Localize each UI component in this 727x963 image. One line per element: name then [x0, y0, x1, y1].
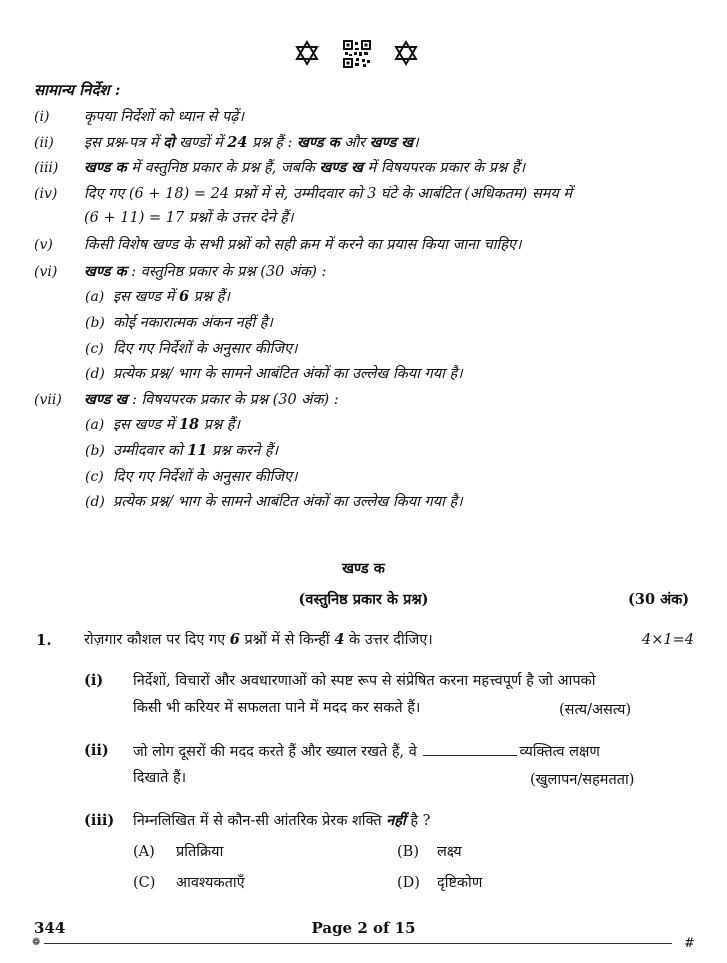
- instruction-number: (i): [34, 109, 50, 125]
- part-number: (ii): [84, 742, 109, 759]
- part-text: किसी भी करियर में सफलता पाने में मदद कर सकते हैं।: [133, 700, 421, 716]
- footer-flower-mark: ❁: [32, 937, 41, 948]
- sub-item-number: (b): [85, 315, 105, 331]
- instruction-number: (v): [34, 237, 53, 253]
- instruction-text: कृपया निर्देशों को ध्यान से पढ़ें।: [84, 109, 244, 125]
- instruction-text: खण्ड क में वस्तुनिष्ठ प्रकार के प्रश्न हैं, जबकि खण्ड ख में विषयपरक प्रकार के प्रश्न हैं।: [84, 159, 526, 176]
- footer-hash-mark: #: [684, 936, 695, 951]
- sub-item-text: दिए गए निर्देशों के अनुसार कीजिए।: [113, 469, 298, 485]
- part-number: (iii): [84, 812, 115, 829]
- header-icons: [0, 38, 727, 70]
- instruction-text: किसी विशेष खण्ड के सभी प्रश्नों को सही क्रम में करने का प्रयास किया जाना चाहिए।: [84, 237, 522, 253]
- page-number: Page 2 of 15: [311, 919, 416, 937]
- part-text: दिखाते हैं।: [133, 770, 187, 786]
- option-text: लक्ष्य: [437, 844, 462, 860]
- star-of-david-icon: [294, 40, 320, 66]
- question-number: 1.: [36, 631, 52, 649]
- answer-hint: (खुलापन/सहमतता): [530, 772, 635, 788]
- sub-item-text: कोई नकारात्मक अंकन नहीं है।: [113, 315, 273, 331]
- section-marks: (30 अंक): [628, 591, 690, 608]
- instruction-number: (iv): [34, 186, 58, 202]
- part-text: जो लोग दूसरों की मदद करते हैं और ख्याल रखते हैं, वे व्यक्तित्व लक्षण: [133, 741, 600, 762]
- instruction-text: दिए गए (6 + 18) = 24 प्रश्नों में से, उम्मीदवार को 3 घंटे के आबंटित (अधिकतम) समय में: [84, 186, 573, 202]
- instruction-number: (vi): [34, 264, 58, 280]
- option-text: प्रतिक्रिया: [176, 844, 224, 860]
- sub-item-number: (c): [85, 469, 104, 485]
- option-label: (D): [397, 875, 420, 891]
- option-label: (B): [397, 844, 419, 860]
- qr-code-icon: [343, 40, 371, 68]
- instruction-text: इस प्रश्न-पत्र में दो खण्डों में 24 प्रश्न हैं : खण्ड क और खण्ड ख।: [84, 134, 419, 151]
- section-subtitle: (वस्तुनिष्ठ प्रकार के प्रश्न): [298, 591, 429, 608]
- sub-item-number: (d): [85, 494, 105, 510]
- footer-divider: [44, 943, 672, 944]
- answer-hint: (सत्य/असत्य): [559, 702, 632, 718]
- sub-item-text: इस खण्ड में 18 प्रश्न हैं।: [113, 416, 241, 433]
- star-of-david-icon: [393, 40, 419, 66]
- instructions-title: सामान्य निर्देश :: [34, 81, 121, 99]
- instruction-number: (iii): [34, 160, 59, 176]
- sub-item-number: (c): [85, 341, 104, 357]
- section-title: खण्ड क: [342, 560, 385, 577]
- part-text: निर्देशों, विचारों और अवधारणाओं को स्पष्ट रूप से संप्रेषित करना महत्त्वपूर्ण है जो आपको: [133, 673, 596, 689]
- part-number: (i): [84, 672, 104, 689]
- sub-item-number: (d): [85, 366, 105, 382]
- sub-item-text: उम्मीदवार को 11 प्रश्न करने हैं।: [113, 442, 279, 459]
- sub-item-text: दिए गए निर्देशों के अनुसार कीजिए।: [113, 341, 298, 357]
- sub-item-number: (a): [85, 417, 105, 433]
- instruction-number: (ii): [34, 135, 54, 151]
- paper-code: 344: [34, 919, 66, 937]
- option-text: दृष्टिकोण: [437, 875, 483, 891]
- option-label: (C): [133, 875, 156, 891]
- sub-item-text: इस खण्ड में 6 प्रश्न हैं।: [113, 288, 230, 305]
- instruction-text: (6 + 11) = 17 प्रश्नों के उत्तर देने हैं।: [84, 210, 294, 226]
- sub-item-number: (a): [85, 289, 105, 305]
- instruction-text: खण्ड क : वस्तुनिष्ठ प्रकार के प्रश्न (30 अंक) :: [84, 263, 327, 280]
- question-text: रोज़गार कौशल पर दिए गए 6 प्रश्नों में से किन्हीं 4 के उत्तर दीजिए।: [84, 631, 433, 648]
- fill-in-blank: [423, 741, 517, 756]
- instruction-text: खण्ड ख : विषयपरक प्रकार के प्रश्न (30 अंक) :: [84, 391, 339, 408]
- instruction-number: (vii): [34, 392, 62, 408]
- option-text: आवश्यकताएँ: [176, 875, 245, 891]
- sub-item-text: प्रत्येक प्रश्न/ भाग के सामने आबंटित अंकों का उल्लेख किया गया है।: [113, 494, 463, 510]
- question-marks: 4×1=4: [642, 632, 694, 648]
- part-text: निम्नलिखित में से कौन-सी आंतरिक प्रेरक शक्ति नहीं है ?: [133, 812, 431, 829]
- sub-item-number: (b): [85, 443, 105, 459]
- option-label: (A): [133, 844, 155, 860]
- sub-item-text: प्रत्येक प्रश्न/ भाग के सामने आबंटित अंकों का उल्लेख किया गया है।: [113, 366, 463, 382]
